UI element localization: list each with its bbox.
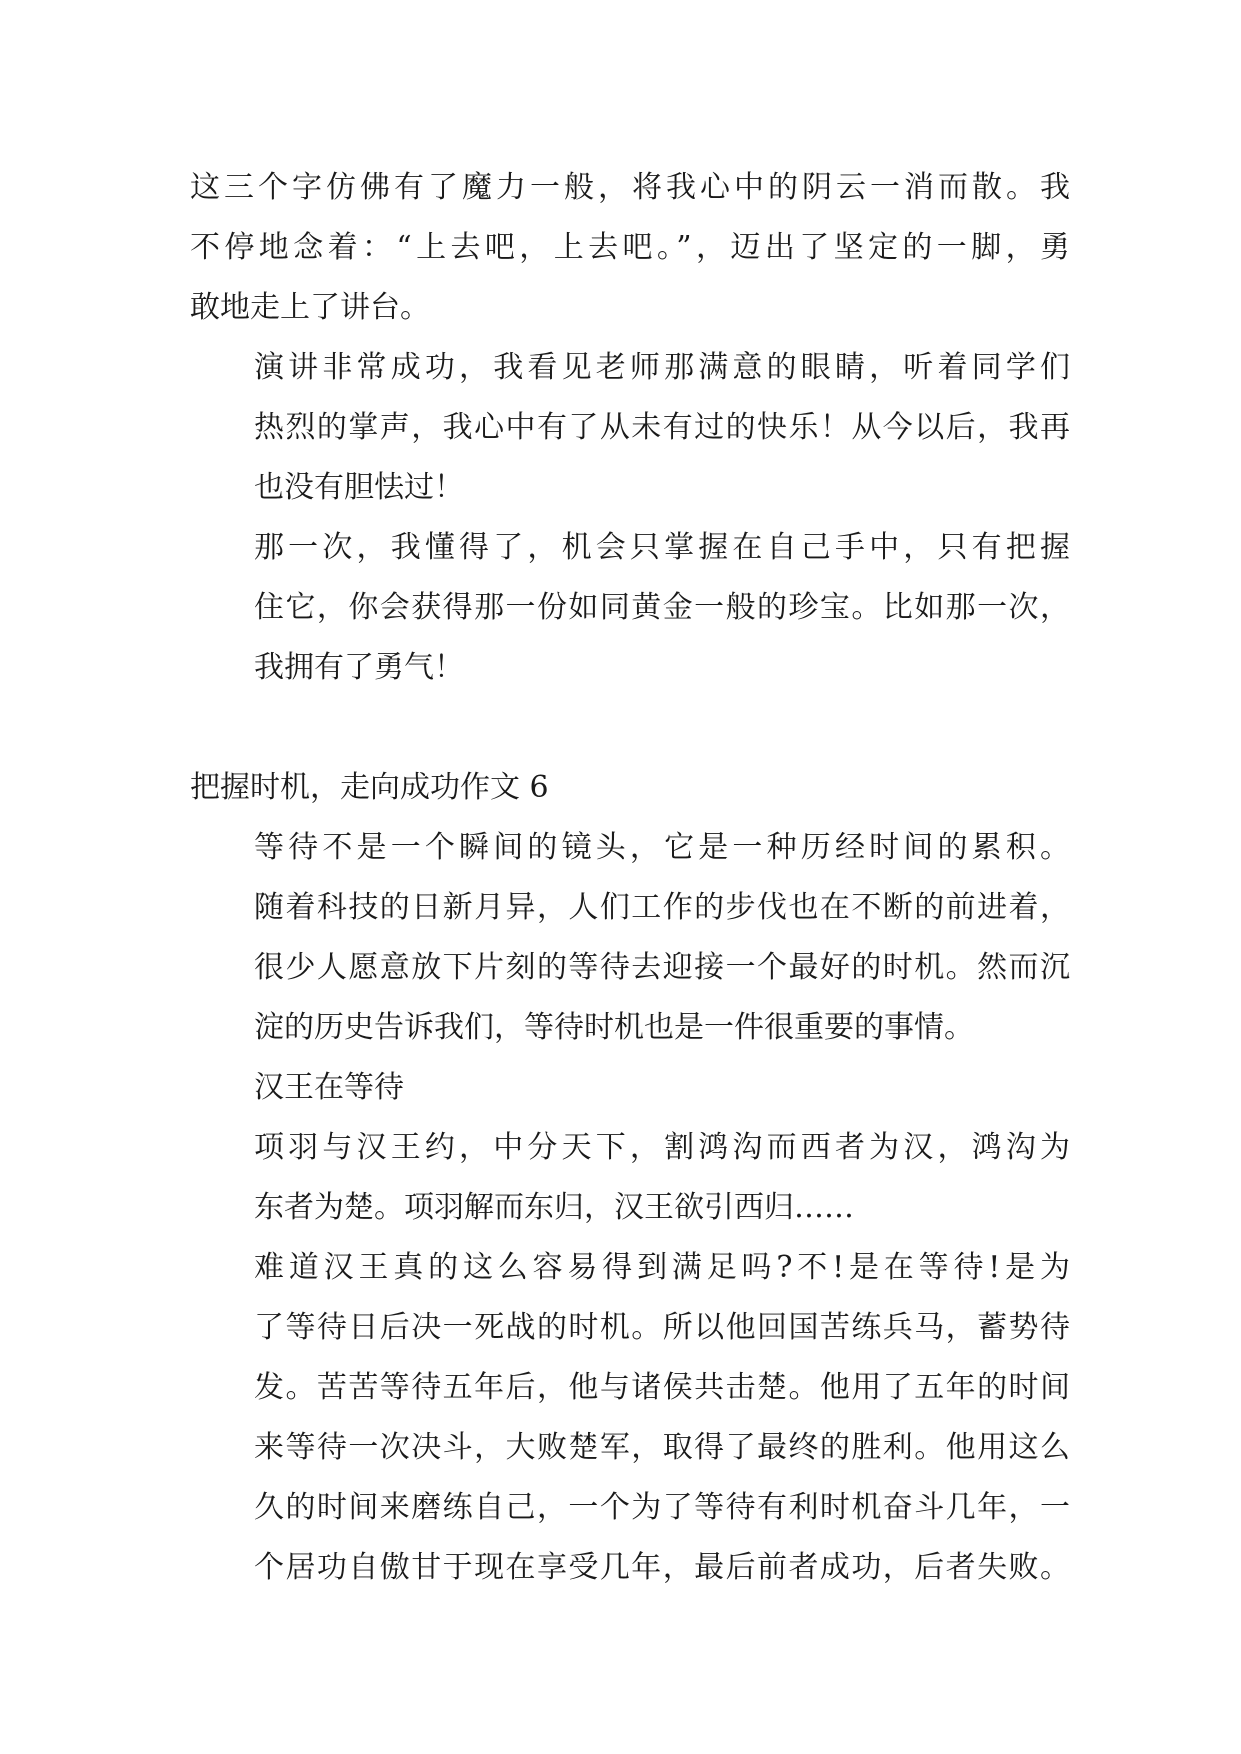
paragraph bbox=[190, 338, 1070, 518]
text-line: 汉王在等待 bbox=[254, 1070, 404, 1105]
text-line: 热烈的掌声，我心中有了从未有过的快乐！从今以后，我再 bbox=[254, 410, 1070, 445]
text-line: 那一次，我懂得了，机会只掌握在自己手中，只有把握 bbox=[254, 530, 1070, 565]
section-title-text: 把握时机，走向成功作文 6 bbox=[190, 770, 549, 805]
text-line: 我拥有了勇气！ bbox=[254, 650, 464, 685]
text-line: 很少人愿意放下片刻的等待去迎接一个最好的时机。然而沉 bbox=[254, 950, 1070, 985]
paragraph bbox=[190, 1238, 1070, 1598]
text-line: 淀的历史告诉我们，等待时机也是一件很重要的事情。 bbox=[254, 1010, 974, 1045]
paragraph bbox=[190, 1118, 1070, 1238]
section-title bbox=[190, 758, 1070, 818]
text-line: 这三个字仿佛有了魔力一般，将我心中的阴云一消而散。我 bbox=[190, 170, 1070, 205]
paragraph bbox=[190, 518, 1070, 698]
text-line: 随着科技的日新月异，人们工作的步伐也在不断的前进着， bbox=[254, 890, 1070, 925]
text-line: 不停地念着：“上去吧，上去吧。”，迈出了坚定的一脚，勇 bbox=[190, 230, 1070, 265]
subheading bbox=[190, 1058, 1070, 1118]
text-line: 住它，你会获得那一份如同黄金一般的珍宝。比如那一次， bbox=[254, 590, 1070, 625]
text-line: 来等待一次决斗，大败楚军，取得了最终的胜利。他用这么 bbox=[254, 1430, 1070, 1465]
text-line: 个居功自傲甘于现在享受几年，最后前者成功，后者失败。 bbox=[254, 1550, 1070, 1585]
paragraph bbox=[190, 818, 1070, 1058]
text-line: 项羽与汉王约，中分天下，割鸿沟而西者为汉，鸿沟为 bbox=[254, 1130, 1070, 1165]
text-line: 了等待日后决一死战的时机。所以他回国苦练兵马，蓄势待 bbox=[254, 1310, 1070, 1345]
text-line: 发。苦苦等待五年后，他与诸侯共击楚。他用了五年的时间 bbox=[254, 1370, 1070, 1405]
text-line: 也没有胆怯过！ bbox=[254, 470, 464, 505]
text-line: 等待不是一个瞬间的镜头，它是一种历经时间的累积。 bbox=[254, 830, 1070, 865]
text-line: 演讲非常成功，我看见老师那满意的眼睛，听着同学们 bbox=[254, 350, 1070, 385]
text-line: 东者为楚。项羽解而东归，汉王欲引西归…… bbox=[254, 1190, 854, 1225]
document-body bbox=[190, 158, 1070, 1598]
text-line: 久的时间来磨练自己，一个为了等待有利时机奋斗几年，一 bbox=[254, 1490, 1070, 1525]
text-line: 敢地走上了讲台。 bbox=[190, 290, 430, 325]
text-line: 难道汉王真的这么容易得到满足吗?不!是在等待!是为 bbox=[254, 1250, 1070, 1285]
paragraph bbox=[190, 158, 1070, 338]
